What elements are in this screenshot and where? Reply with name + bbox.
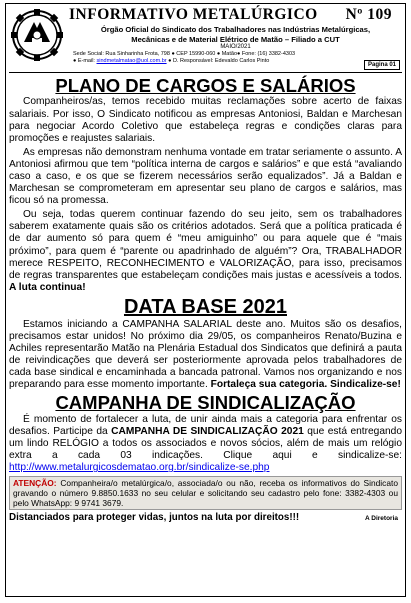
masthead-text (69, 6, 402, 65)
sindicalize-link[interactable]: http://www.metalurgicosdematao.org.br/sindicalize-se.php (9, 462, 270, 474)
data-base-heading: DATA BASE 2021 (123, 295, 287, 318)
plano-closing-slogan: A luta continua! (9, 281, 86, 293)
union-gear-logo-icon (10, 8, 64, 62)
address-line: Sede Social: Rua Sinharinha Frota, 798 ● CEP 15990-060 ● Matão● Fone: (16) 3382-4303 (73, 51, 296, 57)
publication-title: INFORMATIVO METALÚRGICO (69, 6, 318, 23)
organization-line-1: Órgão Oficial do Sindicato dos Trabalhadores nas Indústrias Metalúrgicas, (100, 25, 371, 34)
masthead-title-line (69, 6, 402, 24)
email-label: ● E-mail: (73, 58, 95, 64)
newsletter-page (5, 3, 406, 597)
attention-notice-box (9, 476, 402, 510)
data-base-paragraph (9, 319, 402, 392)
attention-label: ATENÇÃO: (13, 478, 57, 489)
attention-text: Companheira/o metalúrgica/o, associada/o ou não, receba os informativos do Sindicato gravando o número 9.8850.1633 no seu celular e solicitando seu cadastro pelo fone: 3382-4303 ou pelo WhatsApp: 9 9741 3679. (13, 478, 398, 509)
data-base-paragraph-text: Estamos iniciando a CAMPANHA SALARIAL deste ano. Muitos são os desafios, precisamos estar unidos! No próximo dia 29/05, os companheiros Renato/Buzina e Achiles representarão Matão na Plenária Estadual dos Sindicatos que definirá a pauta de reivindicações que deverá ser posteriormente aprovada pelos trabalhadores de cada base sindical e encaminhada a bancada patronal. Vamos nos organizando e nos preparando para esse momento importante. (9, 318, 402, 391)
data-base-slogan: Fortaleça sua categoria. Sindicalize-se! (210, 379, 401, 391)
issue-number: Nº 109 (345, 6, 392, 23)
plano-heading: PLANO DE CARGOS E SALÁRIOS (55, 75, 356, 96)
footer-slogan: Distanciados para proteger vidas, juntos na luta por direitos!!! (9, 512, 300, 524)
campanha-text-b: que está entregando um lindo RELÓGIO a todos os associados e novos sócios, além de mais um relógio extra a cada 03 indicações. Clique aqui e sindicalize-se: (9, 426, 402, 462)
campanha-heading: CAMPANHA DE SINDICALIZAÇÃO (55, 392, 356, 414)
page-number-badge: Pagina 01 (364, 60, 400, 70)
campanha-bold-name: CAMPANHA DE SINDICALIZAÇÃO 2021 (111, 426, 304, 437)
masthead-header (9, 6, 402, 73)
responsible-person: ● D. Responsável: Edevaldo Carlos Pinto (168, 58, 270, 64)
plano-paragraph-1: Companheiros/as, temos recebido muitas reclamações sobre acerto de faixas salariais. Por isso, O Sindicato notificou as empresas Antoniosi, Baldan e Marchesan para negociar Acordo Coletivo que estabeleça regras e condições claras para promoções e reajustes salariais. (9, 96, 402, 144)
publication-date: MAIO/2021 (220, 44, 251, 50)
campanha-text-a: É momento de fortalecer a luta, de unir ainda mais a categoria para enfrentar os desafios. Participe da (9, 413, 402, 437)
plano-paragraph-3-text: Ou seja, todas querem continuar fazendo do seu jeito, sem os trabalhadores saberem exatamente quais são os critérios adotados. Será que a política praticada é de dar aumento só para quem é “meu amiguinho” ou para aquele que é “mais próximo”, para quem é “parente ou apadrinhado de alguém”? Ora, TRABALHADOR merece RESPEITO, RECONHECIMENTO e VALORIZAÇÃO, para isso, precisamos de regras transparentes que estabeleçam condições mais justas e acessíveis a todos. (9, 209, 402, 281)
contact-line (73, 58, 402, 65)
organization-line-2: Mecânicas e de Material Elétrico de Matão – Filiado a CUT (131, 35, 340, 44)
plano-paragraph-3 (9, 209, 402, 294)
footer-signature: A Diretoria (365, 515, 398, 523)
email-link[interactable]: sindmetalmatao@uol.com.br (96, 58, 167, 64)
footer-line (9, 512, 402, 523)
plano-paragraph-2: As empresas não demonstram nenhuma vontade em tratar seriamente o assunto. A Antoniosi afirmou que tem “política interna de cargos e salários” e que está “avaliando caso a caso, e os que se fizerem necessários serão equalizados”. Já a Baldan e Marchesan se comprometeram em apresentar seu plano de cargos e salários, mas ficou só na promessa. (9, 146, 402, 207)
campanha-paragraph (9, 414, 402, 474)
